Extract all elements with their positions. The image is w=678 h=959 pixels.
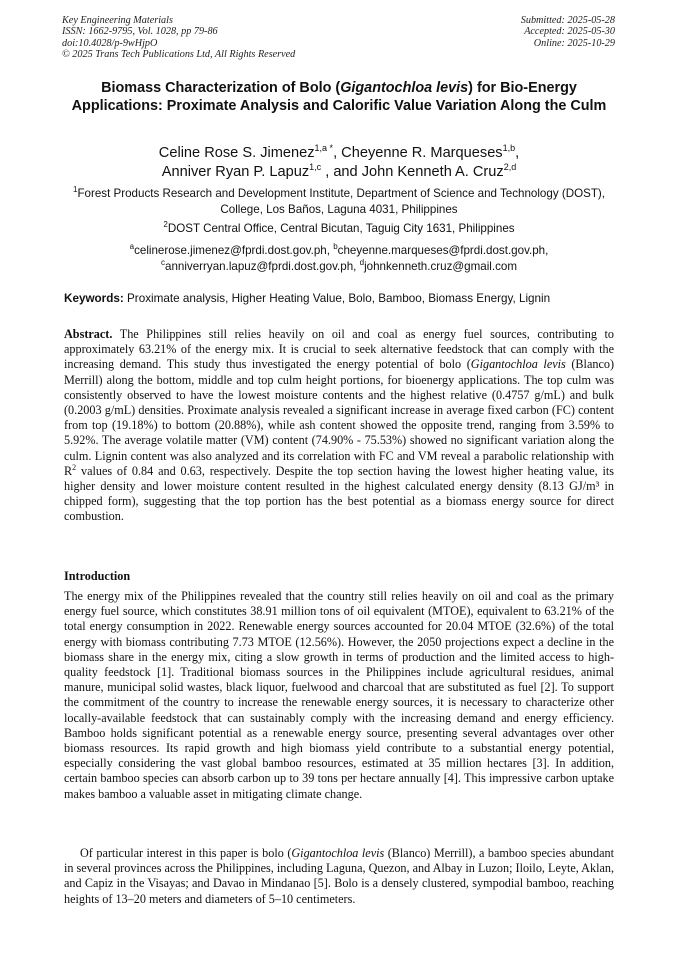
date-submitted: Submitted: 2025-05-28 xyxy=(520,15,615,26)
intro-paragraph-2: Of particular interest in this paper is bolo (Gigantochloa levis (Blanco) Merrill), a bamboo species abundant in several provinces across the Philippines, including Laguna, Quezon, and Albay in Luzon; Iloilo, Leyte, Aklan, and Capiz in the Visayas; and Davao in Mindanao [5]. Bolo is a densely clustered, sympodial bamboo, reaching heights of 13–20 meters and diameters of 5–10 centimeters. xyxy=(64,846,615,906)
date-accepted: Accepted: 2025-05-30 xyxy=(524,26,615,38)
keywords-label: Keywords: xyxy=(64,292,124,305)
author-list xyxy=(60,144,618,182)
author: John Kenneth A. Cruz$^{2,d}$ xyxy=(361,161,517,180)
email-link[interactable]: $^b$cheyenne.marqueses@fprdi.dost.gov.ph xyxy=(333,242,546,257)
author-emails: $^a$celinerose.jimenez@fprdi.dost.gov.ph, $^b$cheyenne.marqueses@fprdi.dost.gov.ph, $^c$anniverryan.lapuz@fprdi.dost.gov.ph, $^d$johnkenneth.cruz@gmail.com xyxy=(129,242,549,273)
keywords-text: Proximate analysis, Higher Heating Value, Bolo, Bamboo, Biomass Energy, Lignin xyxy=(123,292,551,305)
keywords xyxy=(64,291,619,306)
journal-issn: ISSN: 1662-9795, Vol. 1028, pp 79-86 xyxy=(62,26,218,38)
email-link[interactable]: $^d$johnkenneth.cruz@gmail.com xyxy=(359,257,517,273)
abstract-label: Abstract. xyxy=(64,327,113,341)
date-online: Online: 2025-10-29 xyxy=(533,37,615,49)
author: Anniver Ryan P. Lapuz$^{1,c}$ , and xyxy=(161,161,362,180)
author: Celine Rose S. Jimenez$^{1,a *}$, xyxy=(158,143,342,161)
intro-paragraph-1: The energy mix of the Philippines revealed that the country still relies heavily on oil and coal as the primary energy fuel source, which constitutes 38.91 million tons of oil equivalent (MTOE), equivalent to 63.21% of the total energy consumption in 2022. Renewable energy sources accounted for 20.04 MTOE (32.6%) of the total energy with biomass contributing 7.73 MTOE (12.56%). However, the 2050 projections expect a decline in the biomass share in the energy mix, citing a slow growth in terms of production and the limited access to high-quality feedstock [1]. Traditional biomass sources in the Philippines include agricultural residues, animal manure, municipal solid wastes, black liquor, fuelwood and charcoal that are substituted as fuel [2]. To support the commitment of the country to increase the renewable energy sources, it is necessary to characterize other locally-available feedstock that can sustainably comply with the increasing demand and energy efficiency. Bamboo holds significant potential as a renewable energy source, presenting several advantages over other biomass resources. Its rapid growth and high biomass yield contribute to a substantial energy potential, especially considering the vast global bamboo resources, estimated at 35 million hectares [3]. In addition, certain bamboo species can absorb carbon up to 39 tons per hectare annually [4]. This impressive carbon uptake makes bamboo a valuable asset in mitigating climate change. xyxy=(64,589,614,801)
journal-doi: doi:10.4028/p-9wHjpO xyxy=(62,37,158,49)
journal-name: Key Engineering Materials xyxy=(62,15,173,26)
journal-info xyxy=(62,15,295,60)
paper-title: Biomass Characterization of Bolo (Gigantochloa levis) for Bio-Energy Applications: Proximate Analysis and Calorific Value Variation Along the Culm xyxy=(71,80,607,114)
abstract: Abstract. The Philippines still relies heavily on oil and coal as energy fuel sources, contributing to approximately 63.21% of the energy mix. It is crucial to seek alternative feedstock that can comply with the increasing demand. This study thus investigated the energy potential of bolo (Gigantochloa levis (Blanco) Merrill) along the bottom, middle and top culm height portions, for bioenergy applications. The top culm was consistently observed to have the lowest moisture contents and the highest relative (0.4757 g/mL) and bulk (0.2003 g/mL) densities. Proximate analysis revealed a significant increase in average fixed carbon (FC) content from top (19.18%) to bottom (20.88%), while ash content showed the opposite trend, ranging from 3.59% to 5.92%. The average volatile matter (VM) content (74.90% - 75.53%) showed no significant variation along the culm. Lignin content was also analyzed and its correlation with FC and VM reveal a parabolic relationship with $R^2$ values of 0.84 and 0.63, respectively. Despite the top section having the lowest higher heating value, its higher density and lower moisture content resulted in the highest calculated energy density (8.13 GJ/m³ in chipped form), suggesting that the top portion has the best potential as a biomass energy source for direct combustion. xyxy=(64,327,615,524)
email-link[interactable]: $^a$celinerose.jimenez@fprdi.dost.gov.ph xyxy=(129,242,327,257)
section-heading-introduction: Introduction xyxy=(64,569,131,583)
publication-dates xyxy=(521,15,615,49)
affiliation-1: $^1$Forest Products Research and Development Institute, Department of Science and Technology (DOST), College, Los Baños, Laguna 4031, Philippines xyxy=(72,185,605,216)
author: Cheyenne R. Marqueses$^{1,b}$, xyxy=(341,143,520,161)
email-link[interactable]: $^c$anniverryan.lapuz@fprdi.dost.gov.ph xyxy=(161,257,354,273)
affiliation-2: $^2$DOST Central Office, Central Bicutan, Taguig City 1631, Philippines xyxy=(163,220,515,235)
title-species: Gigantochloa levis xyxy=(340,80,469,96)
journal-copyright: © 2025 Trans Tech Publications Ltd, All Rights Reserved xyxy=(62,48,296,60)
